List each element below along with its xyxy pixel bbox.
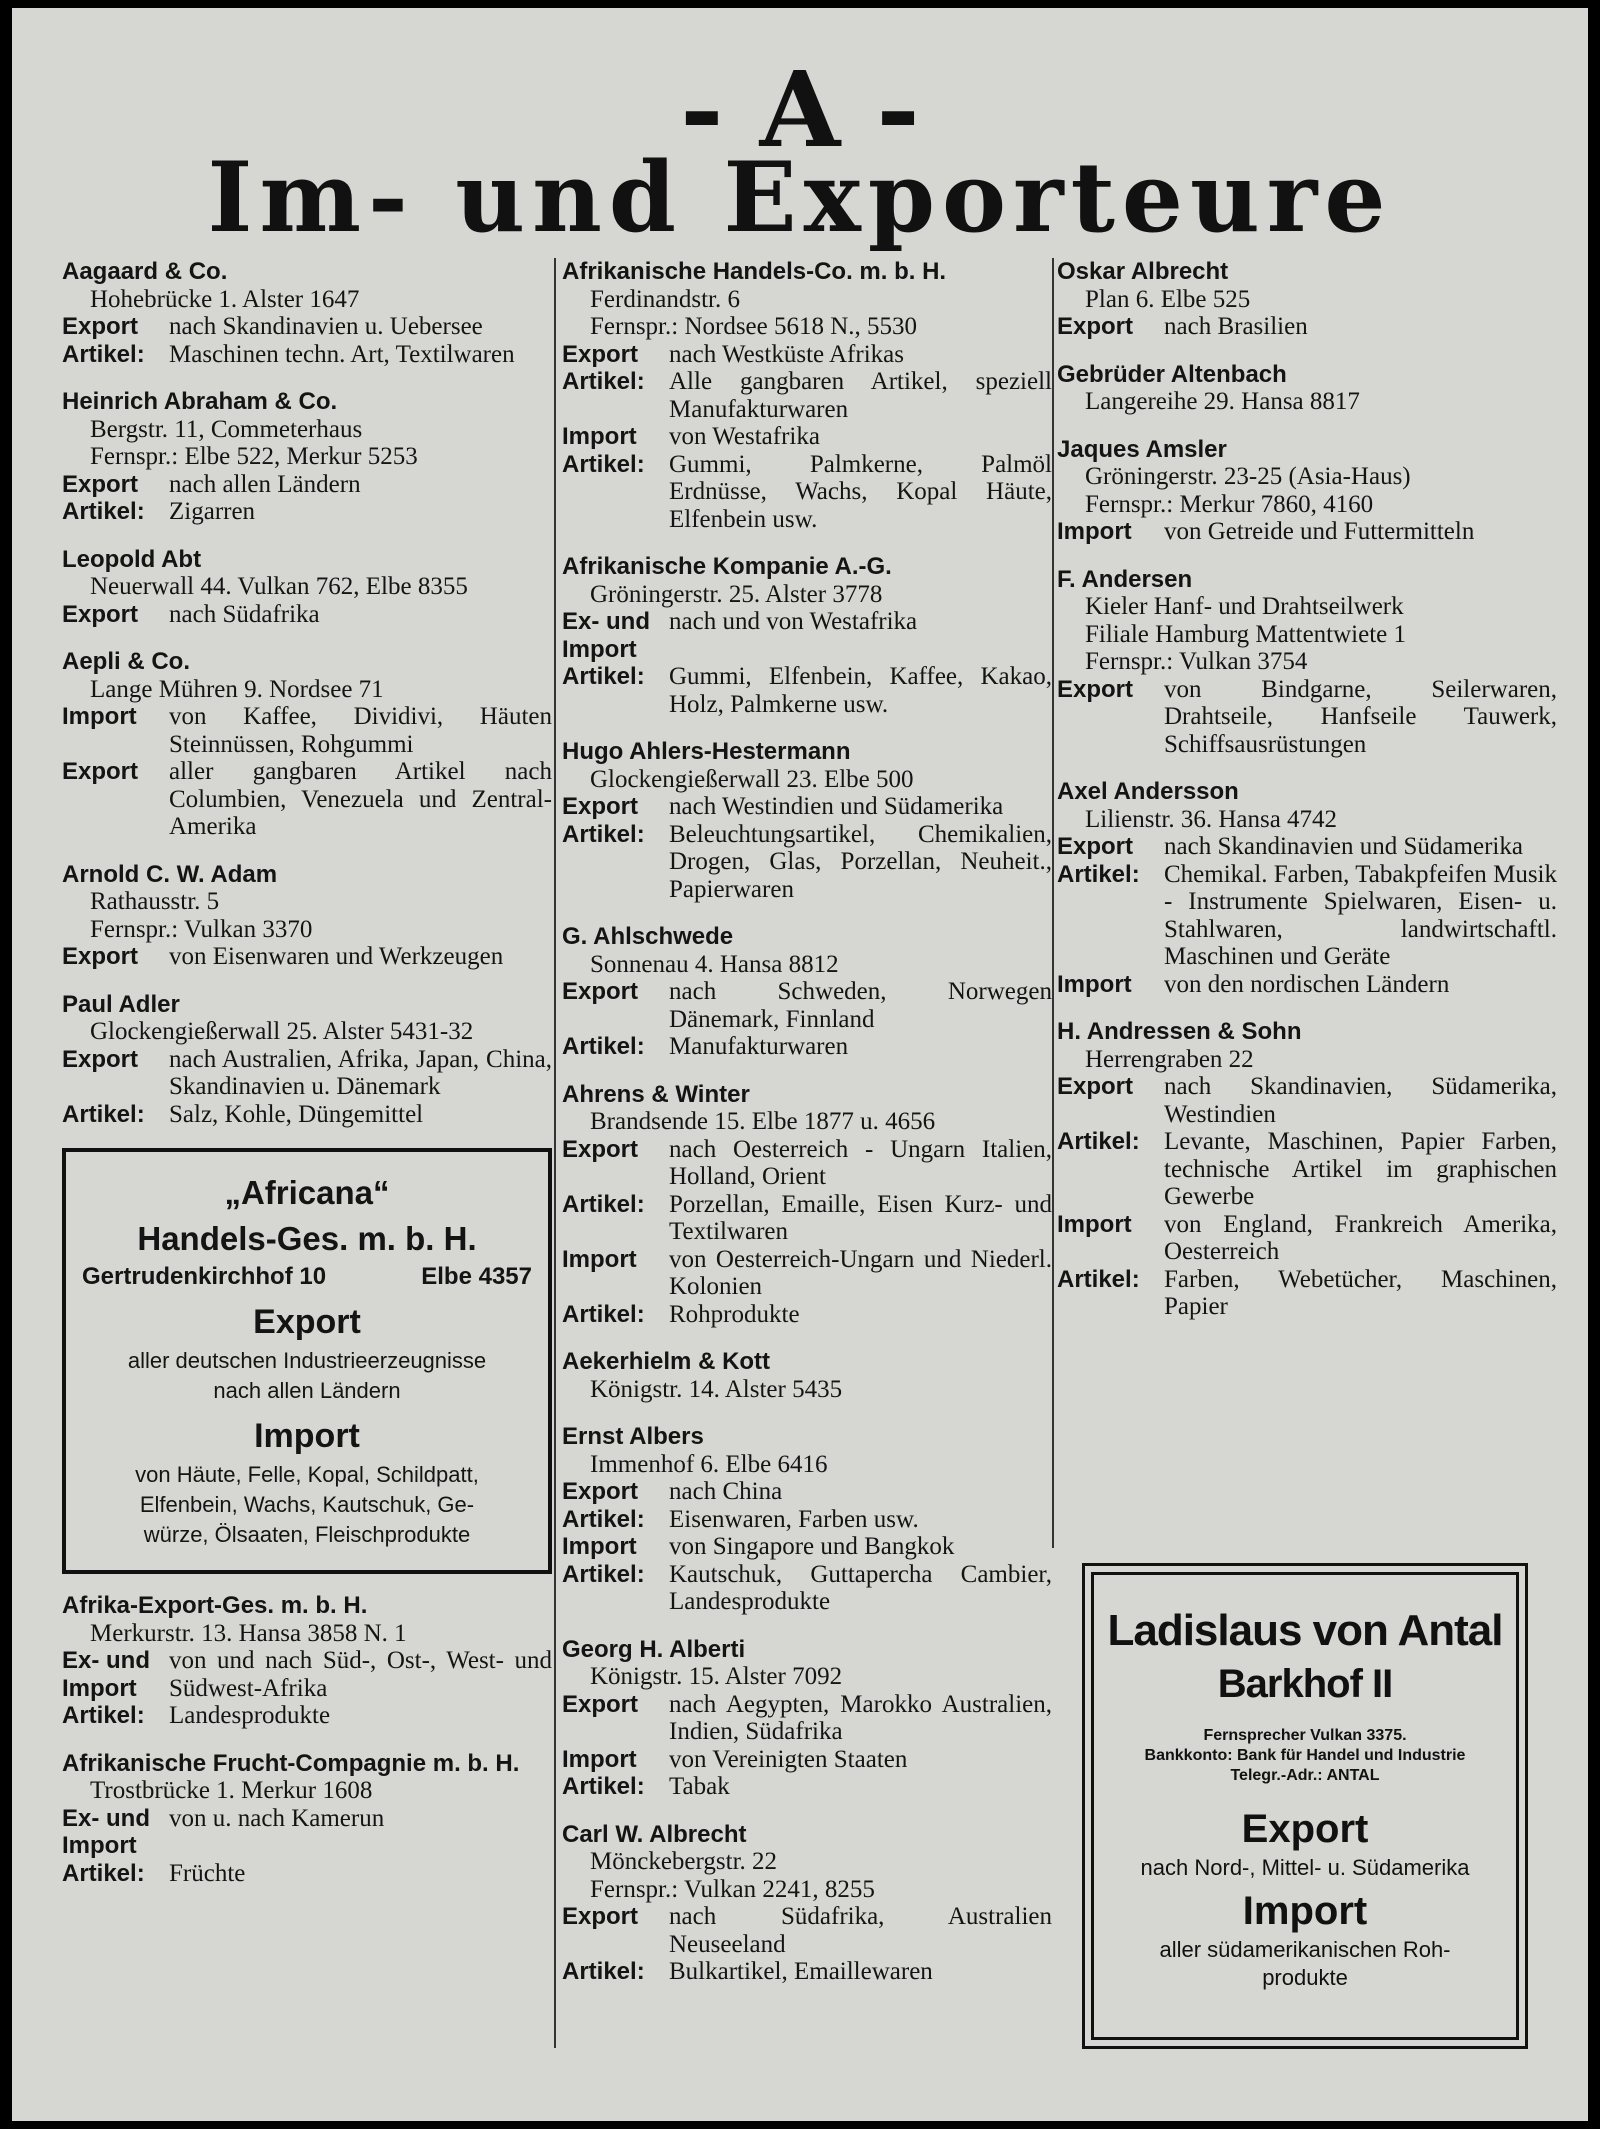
field-label: Export xyxy=(1057,313,1134,340)
field-value: von Westafrika xyxy=(669,423,820,450)
field-value: Kautschuk, Guttapercha Cambier, Landesprodukte xyxy=(669,1560,1052,1615)
ad-africana xyxy=(62,1148,552,1574)
field-label: Import xyxy=(562,423,637,450)
field-label: Artikel: xyxy=(562,1033,645,1060)
ad-antal-export-line: nach Nord-, Mittel- u. Südamerika xyxy=(1140,1855,1470,1880)
address-line: Merkurstr. 13. Hansa 3858 N. 1 xyxy=(90,1619,407,1647)
field-value: Levante, Maschinen, Papier Farben, technische Artikel im graphischen Gewerbe xyxy=(1164,1128,1557,1210)
company-name: Axel Andersson xyxy=(1057,778,1239,805)
ad-antal-phone: Fernsprecher Vulkan 3375. xyxy=(1203,1727,1407,1744)
address-line: Lilienstr. 36. Hansa 4742 xyxy=(1085,805,1338,833)
field-label: Export xyxy=(62,470,139,498)
field-value: Beleuchtungsartikel, Chemikalien, Drogen, Glas, Porzellan, Neuheit., Papierwaren xyxy=(669,820,1052,903)
field-value: von England, Frankreich Amerika, Oesterreich xyxy=(1164,1210,1557,1265)
field-value: nach Australien, Afrika, Japan, China, Skandinavien u. Dänemark xyxy=(169,1045,552,1100)
address-line: Fernspr.: Merkur 7860, 4160 xyxy=(1085,490,1374,518)
field-label: Import xyxy=(1057,1210,1132,1238)
ad-antal-import-line: aller südamerikanischen Roh- xyxy=(1159,1937,1451,1962)
column-2 xyxy=(562,258,1052,2006)
entry-field xyxy=(1057,313,1557,341)
ad-antal-export-heading: Export xyxy=(1241,1807,1369,1851)
address-line: Königstr. 15. Alster 7092 xyxy=(590,1663,843,1690)
field-value: Gummi, Palmkerne, Palmöl Erdnüsse, Wachs, Kopal Häute, Elfenbein usw. xyxy=(669,450,1052,533)
directory-entry xyxy=(62,1592,552,1730)
directory-entry xyxy=(62,258,552,368)
entry-field xyxy=(562,821,1052,904)
company-name: Afrikanische Handels-Co. m. b. H. xyxy=(562,258,947,285)
page-heading: Im- und Exporteure xyxy=(207,141,1393,254)
field-label: Export xyxy=(562,1478,639,1505)
field-value: Salz, Kohle, Düngemittel xyxy=(169,1100,424,1128)
section-letter: - A - xyxy=(680,48,920,171)
field-value: Bulkartikel, Emaillewaren xyxy=(669,1958,933,1985)
company-name: Hugo Ahlers-Hestermann xyxy=(562,738,851,765)
field-label: Artikel: xyxy=(562,1190,645,1218)
entry-field xyxy=(562,1191,1052,1246)
company-name: Aekerhielm & Kott xyxy=(562,1348,771,1375)
field-value: aller gangbaren Artikel nach Columbien, Venezuela und Zentral-Amerika xyxy=(169,758,552,840)
entry-field xyxy=(562,423,1052,451)
entry-field xyxy=(1057,833,1557,861)
entry-field xyxy=(562,341,1052,369)
address-line: Glockengießerwall 25. Alster 5431-32 xyxy=(90,1018,474,1045)
field-label: Artikel: xyxy=(562,1773,645,1800)
company-name: Ahrens & Winter xyxy=(562,1080,750,1108)
address-line: Gröningerstr. 23-25 (Asia-Haus) xyxy=(1085,463,1411,490)
entry-field xyxy=(1057,1211,1557,1266)
address-line: Fernspr.: Vulkan 3370 xyxy=(90,915,313,943)
company-name: Georg H. Alberti xyxy=(562,1635,746,1663)
directory-entry xyxy=(562,1821,1052,1986)
field-label: Export xyxy=(562,1690,639,1718)
field-value: nach Westindien und Südamerika xyxy=(669,793,1004,820)
company-name: Heinrich Abraham & Co. xyxy=(62,388,338,415)
field-value: von den nordischen Ländern xyxy=(1164,970,1450,998)
field-value: Landesprodukte xyxy=(169,1702,331,1729)
field-label: Artikel: xyxy=(1057,1265,1140,1293)
field-value: Tabak xyxy=(669,1773,730,1800)
entry-field xyxy=(562,1746,1052,1774)
field-value: Gummi, Elfenbein, Kaffee, Kakao, Holz, Palmkerne usw. xyxy=(669,663,1052,718)
field-label: Export xyxy=(62,758,139,785)
directory-entry xyxy=(62,1750,552,1888)
company-name: G. Ahlschwede xyxy=(562,923,734,950)
entry-field xyxy=(62,313,552,341)
entry-field xyxy=(1057,676,1557,759)
field-value: nach Südafrika xyxy=(169,600,320,628)
field-label: Export xyxy=(1057,833,1134,860)
company-name: Carl W. Albrecht xyxy=(562,1820,747,1848)
directory-entry xyxy=(62,861,552,971)
field-value: nach China xyxy=(669,1478,783,1505)
field-label: Artikel: xyxy=(1057,1128,1140,1155)
field-label: Export xyxy=(1057,1073,1134,1100)
ad-antal-name: Ladislaus von Antal xyxy=(1107,1606,1503,1655)
entry-field xyxy=(62,471,552,499)
ad-antal-details xyxy=(1085,1726,1525,1786)
field-value: von Singapore und Bangkok xyxy=(669,1533,955,1560)
address-line: Bergstr. 11, Commeterhaus xyxy=(90,415,363,443)
field-label: Export xyxy=(562,978,639,1005)
company-name: Afrikanische Frucht-Compagnie m. b. H. xyxy=(62,1749,520,1777)
address-line: Fernspr.: Vulkan 3754 xyxy=(1085,648,1308,675)
directory-entry xyxy=(1057,566,1557,759)
field-value: nach Skandinavien und Südamerika xyxy=(1164,833,1523,860)
company-name: Oskar Albrecht xyxy=(1057,258,1229,285)
directory-entry xyxy=(562,1423,1052,1616)
entry-field xyxy=(1057,1266,1557,1321)
field-label: Artikel: xyxy=(62,1859,145,1887)
ad-africana-export-line: aller deutschen Industrieerzeugnisse xyxy=(127,1348,487,1373)
address-line: Ferdinandstr. 6 xyxy=(590,285,740,313)
field-value: nach Skandinavien, Südamerika, Westindien xyxy=(1164,1073,1557,1128)
field-value: nach und von Westafrika xyxy=(669,608,918,635)
ad-africana-import-heading: Import xyxy=(254,1417,360,1455)
entry-field xyxy=(562,1136,1052,1191)
address-line: Glockengießerwall 23. Elbe 500 xyxy=(590,765,914,793)
column-divider xyxy=(1052,258,1054,1548)
field-label: Import xyxy=(1057,970,1132,998)
field-label: Import xyxy=(562,1533,637,1560)
entry-field xyxy=(1057,971,1557,999)
address-line: Lange Mühren 9. Nordsee 71 xyxy=(90,675,384,703)
entry-field xyxy=(562,1958,1052,1986)
field-value: Maschinen techn. Art, Textilwaren xyxy=(169,340,515,368)
field-label: Export xyxy=(562,1135,639,1163)
entry-field xyxy=(562,1246,1052,1301)
field-label: Ex- und Import xyxy=(62,1804,150,1859)
field-value: nach Südafrika, Australien Neuseeland xyxy=(669,1903,1052,1958)
ad-africana-contact xyxy=(76,1262,538,1292)
field-label: Artikel: xyxy=(562,1560,645,1588)
field-label: Artikel: xyxy=(62,340,145,368)
entry-field xyxy=(1057,861,1557,971)
entry-field xyxy=(562,451,1052,534)
entry-field xyxy=(62,1647,552,1702)
entry-field xyxy=(62,758,552,841)
ad-antal xyxy=(1082,1563,1528,2049)
company-name: Afrikanische Kompanie A.-G. xyxy=(562,553,892,580)
address-line: Sonnenau 4. Hansa 8812 xyxy=(590,950,839,978)
field-value: Alle gangbaren Artikel, speziell Manufakturwaren xyxy=(669,368,1052,423)
field-value: von Eisenwaren und Werkzeugen xyxy=(169,943,504,970)
directory-entry xyxy=(1057,1018,1557,1321)
company-name: Aagaard & Co. xyxy=(62,258,228,285)
company-name: Jaques Amsler xyxy=(1057,435,1227,463)
directory-entry xyxy=(562,1636,1052,1801)
directory-entry xyxy=(1057,258,1557,341)
field-label: Ex- und Import xyxy=(562,608,650,663)
address-line: Immenhof 6. Elbe 6416 xyxy=(590,1450,828,1478)
entry-field xyxy=(562,1533,1052,1561)
address-line: Gröningerstr. 25. Alster 3778 xyxy=(590,580,883,608)
directory-entry xyxy=(562,1348,1052,1403)
entry-field xyxy=(562,1691,1052,1746)
field-value: von Oesterreich-Ungarn und Niederl. Kolonien xyxy=(669,1245,1052,1300)
directory-entry xyxy=(562,923,1052,1061)
address-line: Königstr. 14. Alster 5435 xyxy=(590,1375,843,1403)
field-value: nach Brasilien xyxy=(1164,313,1308,340)
address-line: Trostbrücke 1. Merkur 1608 xyxy=(90,1777,373,1804)
company-name: Leopold Abt xyxy=(62,545,202,573)
field-label: Export xyxy=(62,313,139,340)
field-label: Export xyxy=(62,943,139,970)
directory-entry xyxy=(562,738,1052,903)
field-value: von Bindgarne, Seilerwaren, Drahtseile, Hanfseile Tauwerk, Schiffsausrüstungen xyxy=(1164,675,1557,758)
company-name: Ernst Albers xyxy=(562,1423,704,1450)
ad-antal-telegram: Telegr.-Adr.: ANTAL xyxy=(1230,1767,1380,1784)
entry-field xyxy=(562,1773,1052,1801)
field-label: Artikel: xyxy=(562,663,645,690)
ad-antal-import-line: produkte xyxy=(1262,1965,1348,1990)
company-name: Afrika-Export-Ges. m. b. H. xyxy=(62,1592,368,1619)
company-name: Aepli & Co. xyxy=(62,648,191,675)
entry-field xyxy=(62,1805,552,1860)
address-line: Rathausstr. 5 xyxy=(90,888,220,915)
address-line: Fernspr.: Vulkan 2241, 8255 xyxy=(590,1875,875,1903)
field-value: nach Skandinavien u. Uebersee xyxy=(169,313,483,340)
field-value: nach Oesterreich - Ungarn Italien, Holland, Orient xyxy=(669,1135,1052,1190)
entry-field xyxy=(562,608,1052,663)
field-label: Artikel: xyxy=(562,1958,645,1985)
address-line: Kieler Hanf- und Drahtseilwerk xyxy=(1085,593,1404,620)
entry-field xyxy=(562,1033,1052,1061)
directory-entry xyxy=(62,991,552,1129)
field-label: Import xyxy=(562,1245,637,1273)
entry-field xyxy=(62,1702,552,1730)
entry-field xyxy=(62,1046,552,1101)
field-label: Import xyxy=(1057,518,1132,545)
ad-antal-import-heading: Import xyxy=(1242,1889,1368,1933)
entry-field xyxy=(562,1903,1052,1958)
field-label: Artikel: xyxy=(1057,860,1140,888)
field-label: Import xyxy=(562,1745,637,1773)
field-label: Export xyxy=(1057,675,1134,703)
directory-entry xyxy=(562,1081,1052,1329)
directory-entry xyxy=(562,553,1052,718)
field-label: Ex- und Import xyxy=(62,1647,150,1702)
field-value: von Getreide und Futtermitteln xyxy=(1164,518,1475,545)
entry-field xyxy=(562,793,1052,821)
address-line: Fernspr.: Nordsee 5618 N., 5530 xyxy=(590,313,918,340)
entry-field xyxy=(562,1301,1052,1329)
field-value: Farben, Webetücher, Maschinen, Papier xyxy=(1164,1265,1557,1320)
field-label: Artikel: xyxy=(562,368,645,395)
address-line: Langereihe 29. Hansa 8817 xyxy=(1085,388,1360,415)
entry-field xyxy=(62,341,552,369)
entry-field xyxy=(562,1506,1052,1534)
address-line: Mönckebergstr. 22 xyxy=(590,1848,778,1875)
ad-africana-address: Gertrudenkirchhof 10 xyxy=(82,1263,327,1290)
directory-entry xyxy=(1057,778,1557,998)
field-value: Zigarren xyxy=(169,498,256,525)
field-label: Export xyxy=(562,1903,639,1930)
column-divider xyxy=(554,258,556,2048)
company-name: H. Andressen & Sohn xyxy=(1057,1018,1302,1045)
directory-entry xyxy=(1057,361,1557,416)
field-value: Früchte xyxy=(169,1859,246,1887)
entry-field xyxy=(562,663,1052,718)
address-line: Neuerwall 44. Vulkan 762, Elbe 8355 xyxy=(90,573,468,600)
entry-field xyxy=(1057,518,1557,546)
directory-entry xyxy=(62,648,552,841)
ad-antal-bank: Bankkonto: Bank für Handel und Industrie xyxy=(1144,1747,1466,1764)
address-line: Herrengraben 22 xyxy=(1085,1045,1254,1073)
field-label: Artikel: xyxy=(62,1100,145,1128)
entry-field xyxy=(1057,1073,1557,1128)
address-line: Plan 6. Elbe 525 xyxy=(1085,285,1251,313)
field-label: Artikel: xyxy=(562,820,645,848)
field-value: von Vereinigten Staaten xyxy=(669,1745,908,1773)
ad-africana-export-heading: Export xyxy=(253,1303,361,1341)
address-line: Hohebrücke 1. Alster 1647 xyxy=(90,285,360,313)
field-label: Artikel: xyxy=(62,498,145,525)
field-label: Export xyxy=(62,1045,139,1073)
ad-africana-title: „Africana“ xyxy=(224,1174,390,1211)
field-value: nach Schweden, Norwegen Dänemark, Finnland xyxy=(669,978,1052,1033)
field-value: Chemikal. Farben, Tabakpfeifen Musik - Instrumente Spielwaren, Eisen- u. Stahlwaren, landwirtschaftl. Maschinen und Geräte xyxy=(1164,860,1557,970)
company-name: Paul Adler xyxy=(62,990,180,1018)
field-value: Rohprodukte xyxy=(669,1300,800,1328)
field-value: Eisenwaren, Farben usw. xyxy=(669,1505,919,1533)
field-value: nach allen Ländern xyxy=(169,470,361,498)
column-3 xyxy=(1057,258,1557,1341)
field-label: Artikel: xyxy=(562,450,645,478)
entry-field xyxy=(562,368,1052,423)
entry-field xyxy=(1057,1128,1557,1211)
address-line: Brandsende 15. Elbe 1877 u. 4656 xyxy=(590,1108,936,1135)
ad-africana-import-line: von Häute, Felle, Kopal, Schildpatt, xyxy=(135,1462,479,1487)
company-name: Arnold C. W. Adam xyxy=(62,860,278,888)
field-value: Manufakturwaren xyxy=(669,1033,849,1060)
ad-africana-subtitle: Handels-Ges. m. b. H. xyxy=(137,1220,477,1257)
field-label: Artikel: xyxy=(62,1702,145,1729)
field-value: Porzellan, Emaille, Eisen Kurz- und Textilwaren xyxy=(669,1190,1052,1245)
field-label: Artikel: xyxy=(562,1300,645,1328)
ad-antal-address: Barkhof II xyxy=(1217,1662,1393,1706)
field-value: von u. nach Kamerun xyxy=(169,1804,385,1832)
field-label: Export xyxy=(562,340,639,368)
entry-field xyxy=(62,943,552,971)
directory-entry xyxy=(62,546,552,629)
company-name: F. Andersen xyxy=(1057,565,1193,593)
address-line: Filiale Hamburg Mattentwiete 1 xyxy=(1085,620,1406,648)
directory-entry xyxy=(562,258,1052,533)
entry-field xyxy=(562,1478,1052,1506)
field-value: nach Westküste Afrikas xyxy=(669,340,904,368)
ad-africana-export-line: nach allen Ländern xyxy=(213,1378,401,1403)
ad-africana-phone: Elbe 4357 xyxy=(421,1263,532,1290)
field-value: von und nach Süd-, Ost-, West- und Südwest-Afrika xyxy=(169,1647,552,1702)
field-label: Artikel: xyxy=(562,1505,645,1533)
field-value: von Kaffee, Dividivi, Häuten Steinnüssen, Rohgummi xyxy=(169,703,552,758)
field-label: Export xyxy=(62,600,139,628)
address-line: Fernspr.: Elbe 522, Merkur 5253 xyxy=(90,443,418,470)
entry-field xyxy=(62,1101,552,1129)
entry-field xyxy=(62,498,552,526)
directory-entry xyxy=(62,388,552,526)
field-label: Import xyxy=(62,703,137,730)
directory-page xyxy=(12,8,1588,2121)
entry-field xyxy=(562,1561,1052,1616)
ad-africana-import-line: Elfenbein, Wachs, Kautschuk, Ge- xyxy=(139,1492,475,1517)
field-label: Export xyxy=(562,793,639,820)
field-value: nach Aegypten, Marokko Australien, Indien, Südafrika xyxy=(669,1690,1052,1745)
entry-field xyxy=(562,978,1052,1033)
entry-field xyxy=(62,703,552,758)
directory-entry xyxy=(1057,436,1557,546)
entry-field xyxy=(62,601,552,629)
ad-africana-import-line: würze, Ölsaaten, Fleischprodukte xyxy=(143,1522,471,1547)
company-name: Gebrüder Altenbach xyxy=(1057,360,1287,388)
entry-field xyxy=(62,1860,552,1888)
column-1 xyxy=(62,258,552,1907)
